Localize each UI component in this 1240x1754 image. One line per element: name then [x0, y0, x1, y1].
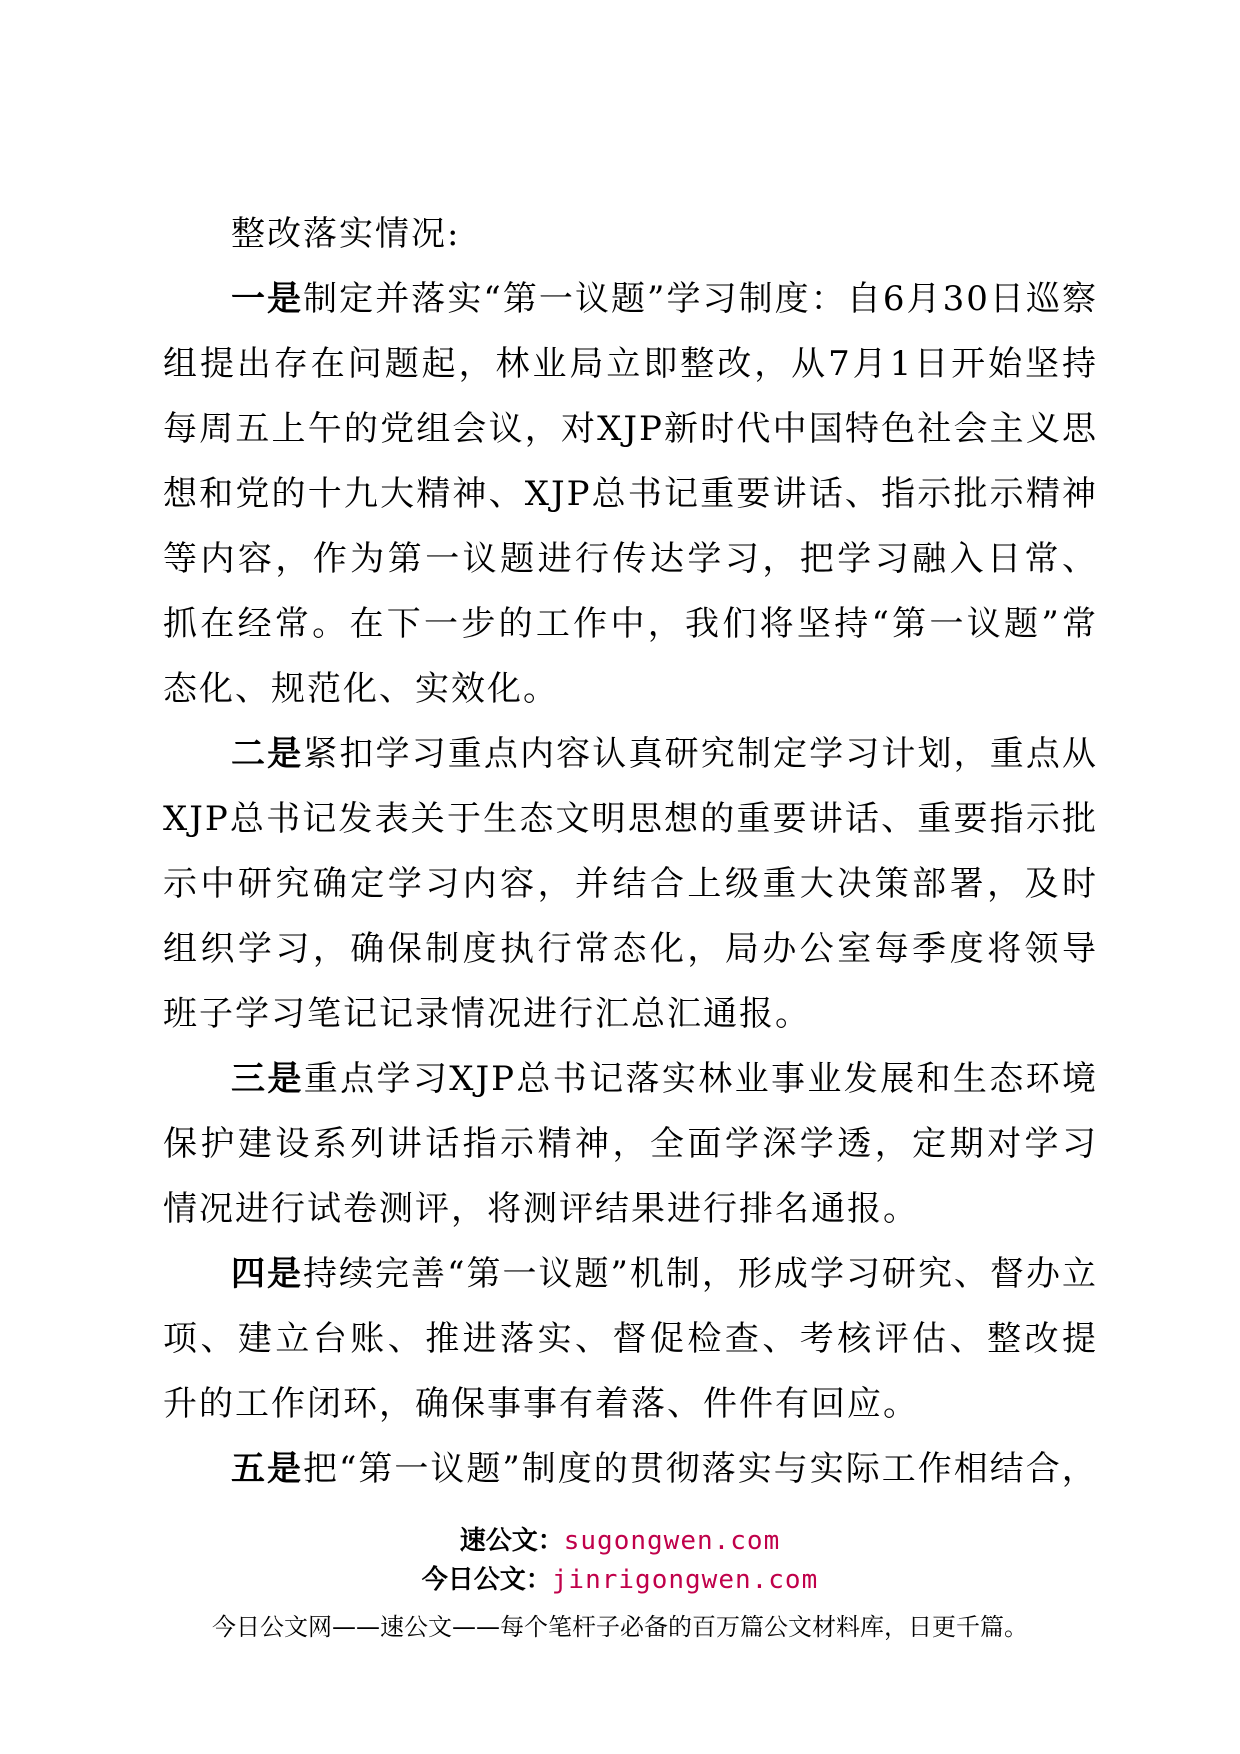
footer-label: 今日公文：	[421, 1565, 552, 1595]
paragraph-3	[163, 1047, 1098, 1242]
paragraph-2	[163, 722, 1098, 1047]
paragraph-lead: 五是	[231, 1449, 303, 1489]
paragraph-text: 持续完善“第一议题”机制，形成学习研究、督办立项、建立台账、推进落实、督促检查、考核评估、整改提升的工作闭环，确保事事有着落、件件有回应。	[163, 1254, 1099, 1424]
paragraph-text: 制定并落实“第一议题”学习制度：自6月30日巡察组提出存在问题起，林业局立即整改，从7月1日开始坚持每周五上午的党组会议，对XJP新时代中国特色社会主义思想和党的十九大精神、XJP总书记重要讲话、指示批示精神等内容，作为第一议题进行传达学习，把学习融入日常、抓在经常。在下一步的工作中，我们将坚持“第一议题”常态化、规范化、实效化。	[163, 279, 1099, 709]
paragraph-text: 重点学习XJP总书记落实林业事业发展和生态环境保护建设系列讲话指示精神，全面学深学透，定期对学习情况进行试卷测评，将测评结果进行排名通报。	[163, 1059, 1099, 1229]
footer-link-jinrigongwen[interactable]: jinrigongwen.com	[551, 1565, 819, 1595]
footer-slogan: 今日公文网——速公文——每个笔杆子必备的百万篇公文材料库，日更千篇。	[212, 1613, 1028, 1641]
paragraph-1	[163, 267, 1098, 722]
footer-label: 速公文：	[459, 1526, 564, 1556]
paragraph-5	[163, 1437, 1098, 1502]
paragraph-4	[163, 1242, 1098, 1437]
footer-jinrigongwen	[0, 1563, 1240, 1597]
document-body	[163, 202, 1098, 1502]
paragraph-lead: 二是	[231, 734, 304, 774]
paragraph-lead: 三是	[231, 1059, 304, 1099]
paragraph-lead: 一是	[231, 279, 304, 319]
section-heading: 整改落实情况:	[231, 214, 461, 254]
footer-sugongwen	[0, 1524, 1240, 1558]
footer-link-sugongwen[interactable]: sugongwen.com	[563, 1526, 781, 1556]
paragraph-text: 把“第一议题”制度的贯彻落实与实际工作相结合，	[303, 1449, 1098, 1489]
paragraph-text: 紧扣学习重点内容认真研究制定学习计划，重点从XJP总书记发表关于生态文明思想的重要讲话、重要指示批示中研究确定学习内容，并结合上级重大决策部署，及时组织学习，确保制度执行常态化，局办公室每季度将领导班子学习笔记记录情况进行汇总汇通报。	[163, 734, 1099, 1034]
paragraph-lead: 四是	[231, 1254, 304, 1294]
